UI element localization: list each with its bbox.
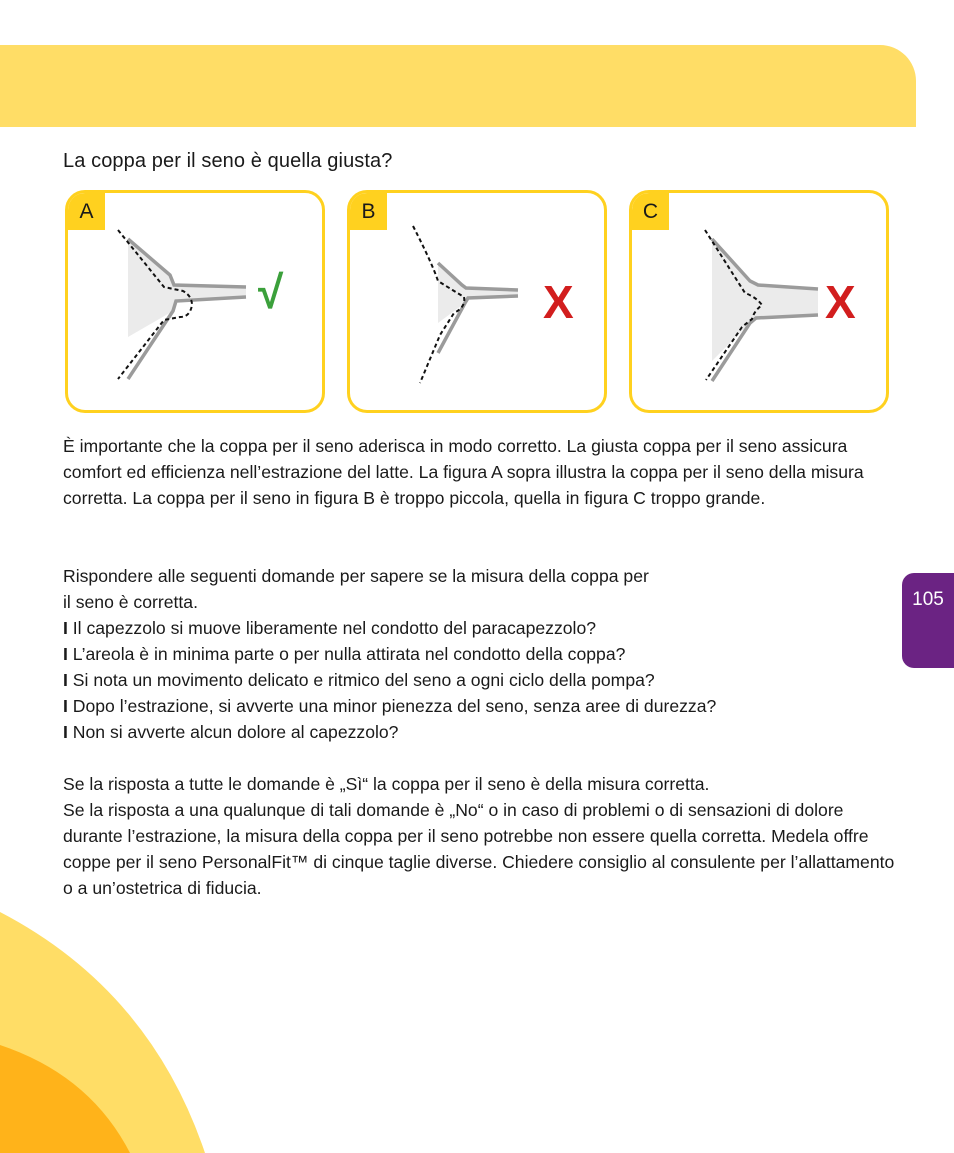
conclusion-yes: Se la risposta a tutte le domande è „Sì“ la coppa per il seno è della misura corretta.: [63, 774, 710, 794]
questions-lead: Rispondere alle seguenti domande per sapere se la misura della coppa per: [63, 566, 649, 586]
check-icon: √: [258, 266, 284, 318]
question-text: Si nota un movimento delicato e ritmico del seno a ogni ciclo della pompa?: [72, 670, 655, 690]
cross-icon: X: [543, 276, 574, 328]
question-item: [63, 719, 893, 745]
question-text: Il capezzolo si muove liberamente nel condotto del paracapezzolo?: [72, 618, 597, 638]
section-heading: La coppa per il seno è quella giusta?: [63, 150, 393, 172]
figure-a-panel: [65, 190, 325, 413]
page-tab: [902, 573, 954, 668]
breast-shield-fit-correct-illustration: [68, 193, 325, 413]
question-item: [63, 667, 893, 693]
bullet-marker: I: [63, 644, 68, 664]
bullet-marker: I: [63, 722, 68, 742]
figure-c-panel: [629, 190, 889, 413]
figure-label: B: [350, 193, 387, 230]
question-text: Dopo l’estrazione, si avverte una minor pienezza del seno, senza aree di durezza?: [72, 696, 717, 716]
bullet-marker: I: [63, 670, 68, 690]
conclusion-block: [63, 771, 903, 901]
question-item: [63, 641, 893, 667]
questions-block: [63, 563, 893, 745]
figure-b-panel: [347, 190, 607, 413]
questions-lead-continued: il seno è corretta.: [63, 592, 198, 612]
decorative-sun-arcs: [0, 900, 260, 1153]
question-text: L’areola è in minima parte o per nulla attirata nel condotto della coppa?: [72, 644, 626, 664]
question-item: [63, 615, 893, 641]
question-item: [63, 693, 893, 719]
header-band: [0, 45, 916, 127]
figure-label: A: [68, 193, 105, 230]
conclusion-no: Se la risposta a una qualunque di tali domande è „No“ o in caso di problemi o di sensazioni di dolore durante l’estrazione, la misura della coppa per il seno potrebbe non essere quella corretta. Medela offre coppe per il seno PersonalFit™ di cinque taglie diverse. Chiedere consiglio al consulente per l’allattamento o a un’ostetrica di fiducia.: [63, 800, 895, 898]
cross-icon: X: [825, 276, 856, 328]
intro-paragraph: È importante che la coppa per il seno aderisca in modo corretto. La giusta coppa per il seno assicura comfort ed efficienza nell’estrazione del latte. La figura A sopra illustra la coppa per il seno della misura corretta. La coppa per il seno in figura B è troppo piccola, quella in figura C troppo grande.: [63, 436, 864, 508]
question-text: Non si avverte alcun dolore al capezzolo?: [72, 722, 399, 742]
bullet-marker: I: [63, 618, 68, 638]
page-number: 105: [912, 589, 944, 610]
figure-label: C: [632, 193, 669, 230]
bullet-marker: I: [63, 696, 68, 716]
